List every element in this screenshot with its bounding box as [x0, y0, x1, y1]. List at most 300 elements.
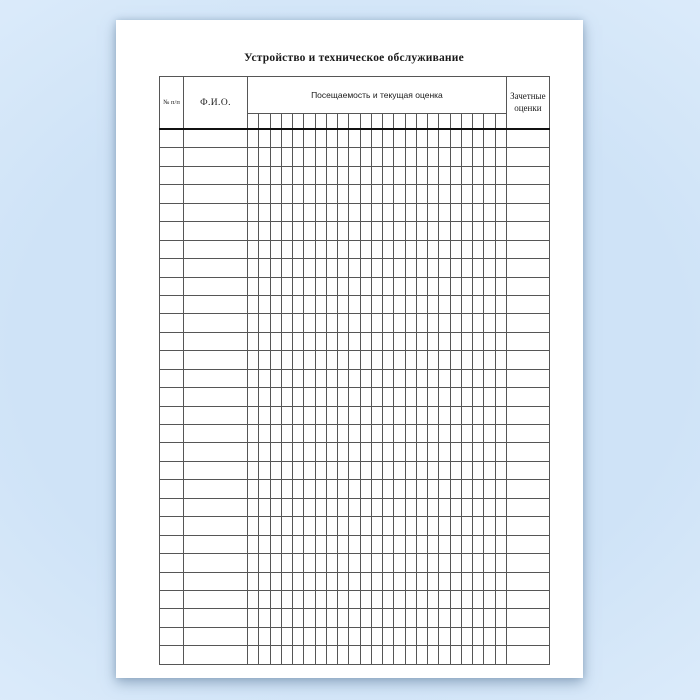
attendance-subcolumn-cell — [248, 114, 259, 130]
col-header-credit: Зачетные оценки — [506, 77, 549, 130]
grid-cell-attendance — [248, 240, 259, 258]
grid-cell-attendance — [315, 406, 326, 424]
grid-cell-attendance — [360, 185, 371, 203]
grid-cell-attendance — [416, 406, 427, 424]
grid-cell-attendance — [394, 166, 405, 184]
grid-cell-attendance — [484, 461, 495, 479]
grid-cell-attendance — [248, 590, 259, 608]
grid-cell-name — [184, 259, 248, 277]
grid-cell-attendance — [428, 203, 439, 221]
attendance-subcolumn-cell — [360, 114, 371, 130]
grid-cell-attendance — [371, 590, 382, 608]
grid-cell-attendance — [293, 369, 304, 387]
grid-cell-attendance — [259, 627, 270, 645]
grid-cell-attendance — [371, 609, 382, 627]
grid-cell-attendance — [259, 425, 270, 443]
grid-cell-attendance — [428, 369, 439, 387]
grid-cell-attendance — [349, 609, 360, 627]
grid-cell-attendance — [304, 517, 315, 535]
grid-cell-attendance — [293, 554, 304, 572]
grid-cell-attendance — [461, 259, 472, 277]
grid-cell-attendance — [338, 351, 349, 369]
grid-cell-attendance — [461, 443, 472, 461]
grid-cell-attendance — [450, 277, 461, 295]
grid-cell-attendance — [349, 535, 360, 553]
attendance-subcolumn-cell — [473, 114, 484, 130]
grid-cell-attendance — [338, 609, 349, 627]
grid-cell-attendance — [484, 443, 495, 461]
grid-cell-index — [160, 332, 184, 350]
grid-cell-attendance — [484, 314, 495, 332]
grid-cell-attendance — [248, 572, 259, 590]
grid-cell-attendance — [450, 185, 461, 203]
grid-cell-attendance — [248, 259, 259, 277]
grid-cell-attendance — [394, 406, 405, 424]
grid-cell-attendance — [416, 425, 427, 443]
grid-cell-attendance — [405, 314, 416, 332]
grid-cell-attendance — [428, 388, 439, 406]
table-row — [160, 314, 550, 332]
col-header-name: Ф.И.О. — [184, 77, 248, 130]
grid-cell-attendance — [338, 425, 349, 443]
grid-cell-attendance — [315, 627, 326, 645]
grid-cell-attendance — [383, 517, 394, 535]
grid-cell-attendance — [484, 148, 495, 166]
grid-cell-attendance — [461, 185, 472, 203]
grid-cell-attendance — [383, 369, 394, 387]
grid-cell-attendance — [338, 166, 349, 184]
grid-cell-attendance — [383, 277, 394, 295]
grid-cell-attendance — [270, 443, 281, 461]
grid-cell-attendance — [304, 314, 315, 332]
grid-cell-credit — [506, 535, 549, 553]
grid-cell-attendance — [416, 646, 427, 664]
grid-cell-attendance — [281, 332, 292, 350]
grid-cell-attendance — [281, 388, 292, 406]
grid-cell-name — [184, 406, 248, 424]
grid-cell-attendance — [248, 369, 259, 387]
grid-cell-name — [184, 222, 248, 240]
grid-cell-attendance — [293, 240, 304, 258]
grid-cell-name — [184, 461, 248, 479]
grid-cell-attendance — [293, 406, 304, 424]
grid-cell-attendance — [259, 332, 270, 350]
grid-cell-attendance — [371, 203, 382, 221]
grid-cell-attendance — [450, 332, 461, 350]
table-row — [160, 443, 550, 461]
grid-cell-attendance — [428, 259, 439, 277]
grid-cell-attendance — [349, 185, 360, 203]
grid-cell-attendance — [450, 314, 461, 332]
grid-cell-attendance — [405, 572, 416, 590]
grid-cell-attendance — [349, 148, 360, 166]
grid-cell-attendance — [349, 332, 360, 350]
table-row — [160, 148, 550, 166]
grid-cell-attendance — [450, 406, 461, 424]
grid-cell-attendance — [270, 461, 281, 479]
grid-cell-attendance — [428, 646, 439, 664]
grid-cell-attendance — [259, 461, 270, 479]
grid-cell-attendance — [315, 203, 326, 221]
grid-cell-attendance — [281, 406, 292, 424]
grid-cell-attendance — [270, 166, 281, 184]
grid-cell-attendance — [461, 406, 472, 424]
grid-cell-attendance — [461, 646, 472, 664]
grid-cell-attendance — [293, 129, 304, 148]
grid-cell-attendance — [484, 295, 495, 313]
grid-cell-attendance — [304, 148, 315, 166]
grid-cell-attendance — [461, 425, 472, 443]
grid-cell-attendance — [383, 314, 394, 332]
grid-cell-attendance — [259, 203, 270, 221]
grid-cell-attendance — [293, 166, 304, 184]
table-row — [160, 406, 550, 424]
grid-cell-attendance — [461, 627, 472, 645]
grid-cell-attendance — [461, 295, 472, 313]
grid-cell-name — [184, 203, 248, 221]
grid-cell-attendance — [439, 166, 450, 184]
grid-cell-attendance — [439, 222, 450, 240]
grid-cell-attendance — [338, 314, 349, 332]
table-row — [160, 222, 550, 240]
grid-cell-attendance — [416, 240, 427, 258]
grid-cell-attendance — [428, 572, 439, 590]
grid-cell-credit — [506, 148, 549, 166]
grid-cell-attendance — [270, 332, 281, 350]
grid-cell-attendance — [326, 535, 337, 553]
grid-cell-attendance — [281, 295, 292, 313]
grid-cell-attendance — [484, 351, 495, 369]
grid-cell-attendance — [270, 609, 281, 627]
grid-cell-attendance — [383, 590, 394, 608]
grid-cell-attendance — [495, 498, 506, 516]
grid-cell-credit — [506, 461, 549, 479]
grid-cell-attendance — [338, 203, 349, 221]
grid-cell-attendance — [248, 498, 259, 516]
grid-cell-attendance — [248, 406, 259, 424]
grid-cell-attendance — [371, 148, 382, 166]
grid-cell-attendance — [383, 406, 394, 424]
grid-cell-attendance — [315, 646, 326, 664]
grid-cell-attendance — [473, 148, 484, 166]
grid-cell-attendance — [360, 240, 371, 258]
grid-cell-attendance — [383, 295, 394, 313]
grid-cell-credit — [506, 609, 549, 627]
grid-cell-attendance — [259, 406, 270, 424]
grid-cell-attendance — [326, 203, 337, 221]
grid-cell-attendance — [270, 535, 281, 553]
grid-cell-attendance — [259, 609, 270, 627]
grid-cell-attendance — [326, 314, 337, 332]
grid-cell-credit — [506, 314, 549, 332]
grid-cell-attendance — [304, 369, 315, 387]
grid-cell-name — [184, 572, 248, 590]
grid-cell-attendance — [383, 148, 394, 166]
grid-cell-name — [184, 388, 248, 406]
grid-cell-attendance — [428, 554, 439, 572]
grid-cell-name — [184, 240, 248, 258]
grid-cell-attendance — [495, 627, 506, 645]
grid-cell-attendance — [495, 129, 506, 148]
grid-cell-attendance — [338, 332, 349, 350]
grid-cell-attendance — [495, 517, 506, 535]
grid-cell-name — [184, 498, 248, 516]
grid-cell-attendance — [371, 277, 382, 295]
grid-cell-attendance — [315, 535, 326, 553]
grid-cell-attendance — [371, 425, 382, 443]
grid-cell-attendance — [281, 443, 292, 461]
table-row — [160, 572, 550, 590]
grid-cell-attendance — [428, 129, 439, 148]
grid-cell-attendance — [416, 314, 427, 332]
grid-cell-attendance — [371, 388, 382, 406]
grid-cell-attendance — [304, 461, 315, 479]
table-row — [160, 129, 550, 148]
grid-cell-attendance — [315, 609, 326, 627]
grid-cell-attendance — [439, 425, 450, 443]
grid-cell-attendance — [248, 148, 259, 166]
grid-cell-attendance — [428, 166, 439, 184]
grid-cell-attendance — [360, 222, 371, 240]
table-row — [160, 498, 550, 516]
grid-cell-attendance — [281, 203, 292, 221]
grid-cell-attendance — [360, 406, 371, 424]
grid-cell-attendance — [371, 627, 382, 645]
grid-cell-attendance — [450, 646, 461, 664]
grid-cell-attendance — [484, 554, 495, 572]
grid-cell-attendance — [281, 554, 292, 572]
grid-cell-attendance — [248, 646, 259, 664]
grid-cell-attendance — [484, 185, 495, 203]
table-row — [160, 535, 550, 553]
grid-cell-attendance — [484, 222, 495, 240]
grid-cell-attendance — [315, 480, 326, 498]
grid-cell-attendance — [315, 351, 326, 369]
grid-cell-attendance — [383, 627, 394, 645]
grid-cell-attendance — [315, 295, 326, 313]
grid-cell-index — [160, 517, 184, 535]
grid-cell-attendance — [360, 627, 371, 645]
grid-cell-attendance — [450, 369, 461, 387]
grid-cell-attendance — [394, 295, 405, 313]
grid-cell-attendance — [473, 554, 484, 572]
attendance-subcolumn-cell — [270, 114, 281, 130]
grid-cell-attendance — [281, 572, 292, 590]
col-header-index: № п/п — [160, 77, 184, 130]
grid-cell-attendance — [405, 203, 416, 221]
grid-cell-credit — [506, 166, 549, 184]
grid-cell-credit — [506, 498, 549, 516]
grid-cell-attendance — [439, 406, 450, 424]
grid-cell-attendance — [450, 461, 461, 479]
grid-cell-attendance — [304, 332, 315, 350]
grid-cell-attendance — [450, 554, 461, 572]
grid-cell-attendance — [428, 590, 439, 608]
grid-cell-attendance — [270, 295, 281, 313]
grid-cell-attendance — [484, 277, 495, 295]
grid-cell-index — [160, 369, 184, 387]
attendance-subcolumn-cell — [428, 114, 439, 130]
grid-cell-attendance — [248, 351, 259, 369]
grid-cell-attendance — [495, 590, 506, 608]
grid-cell-name — [184, 129, 248, 148]
grid-cell-credit — [506, 627, 549, 645]
grid-cell-attendance — [349, 203, 360, 221]
grid-cell-name — [184, 646, 248, 664]
grid-cell-attendance — [349, 388, 360, 406]
grid-cell-attendance — [360, 554, 371, 572]
attendance-subcolumn-cell — [383, 114, 394, 130]
grid-cell-attendance — [450, 609, 461, 627]
grid-cell-attendance — [315, 572, 326, 590]
grid-cell-attendance — [473, 646, 484, 664]
grid-cell-attendance — [304, 259, 315, 277]
grid-cell-attendance — [259, 646, 270, 664]
grid-cell-name — [184, 425, 248, 443]
grid-cell-attendance — [495, 554, 506, 572]
grid-cell-attendance — [461, 554, 472, 572]
grid-cell-attendance — [259, 535, 270, 553]
grid-cell-attendance — [461, 369, 472, 387]
table-row — [160, 517, 550, 535]
grid-cell-attendance — [360, 461, 371, 479]
grid-cell-attendance — [439, 277, 450, 295]
grid-cell-attendance — [326, 443, 337, 461]
grid-cell-index — [160, 461, 184, 479]
grid-cell-attendance — [405, 627, 416, 645]
grid-cell-attendance — [259, 498, 270, 516]
grid-cell-attendance — [495, 222, 506, 240]
grid-cell-attendance — [326, 240, 337, 258]
grid-cell-attendance — [473, 461, 484, 479]
grid-cell-attendance — [383, 129, 394, 148]
grid-cell-attendance — [394, 388, 405, 406]
grid-cell-attendance — [349, 443, 360, 461]
grid-cell-attendance — [349, 222, 360, 240]
attendance-subcolumn-cell — [304, 114, 315, 130]
grid-cell-attendance — [428, 535, 439, 553]
grid-cell-index — [160, 240, 184, 258]
grid-cell-attendance — [484, 590, 495, 608]
grid-cell-attendance — [428, 222, 439, 240]
grid-cell-attendance — [349, 295, 360, 313]
grid-cell-attendance — [383, 609, 394, 627]
grid-cell-attendance — [416, 129, 427, 148]
grid-cell-attendance — [326, 166, 337, 184]
grid-cell-attendance — [473, 517, 484, 535]
grid-cell-attendance — [281, 590, 292, 608]
grid-cell-name — [184, 517, 248, 535]
grid-cell-attendance — [293, 443, 304, 461]
grid-cell-attendance — [360, 535, 371, 553]
grid-cell-attendance — [394, 609, 405, 627]
grid-cell-attendance — [461, 314, 472, 332]
grid-cell-attendance — [416, 461, 427, 479]
grid-cell-attendance — [293, 517, 304, 535]
grid-cell-attendance — [394, 461, 405, 479]
grid-cell-attendance — [450, 351, 461, 369]
table-row — [160, 646, 550, 664]
grid-cell-attendance — [439, 314, 450, 332]
grid-cell-attendance — [428, 240, 439, 258]
grid-cell-attendance — [338, 222, 349, 240]
grid-cell-attendance — [360, 498, 371, 516]
grid-cell-attendance — [405, 406, 416, 424]
grid-cell-attendance — [281, 646, 292, 664]
grid-cell-attendance — [371, 351, 382, 369]
grid-cell-credit — [506, 369, 549, 387]
grid-cell-attendance — [450, 535, 461, 553]
grid-cell-attendance — [259, 259, 270, 277]
table-row — [160, 609, 550, 627]
grid-cell-attendance — [304, 185, 315, 203]
grid-cell-attendance — [405, 129, 416, 148]
grid-cell-attendance — [293, 277, 304, 295]
grid-cell-attendance — [495, 572, 506, 590]
grid-cell-attendance — [439, 129, 450, 148]
grid-cell-name — [184, 480, 248, 498]
grid-cell-attendance — [383, 480, 394, 498]
grid-cell-attendance — [248, 203, 259, 221]
grid-cell-attendance — [326, 498, 337, 516]
grid-cell-credit — [506, 646, 549, 664]
attendance-subcolumn-cell — [495, 114, 506, 130]
grid-cell-attendance — [405, 517, 416, 535]
grid-cell-attendance — [484, 388, 495, 406]
grid-cell-credit — [506, 185, 549, 203]
grid-cell-attendance — [416, 277, 427, 295]
grid-cell-attendance — [428, 627, 439, 645]
grid-cell-attendance — [416, 166, 427, 184]
grid-cell-attendance — [371, 406, 382, 424]
grid-cell-attendance — [371, 498, 382, 516]
grid-cell-attendance — [473, 572, 484, 590]
grid-cell-attendance — [495, 443, 506, 461]
grid-cell-attendance — [473, 406, 484, 424]
grid-cell-attendance — [439, 369, 450, 387]
grid-cell-attendance — [293, 222, 304, 240]
grid-cell-attendance — [304, 203, 315, 221]
grid-cell-attendance — [304, 425, 315, 443]
grid-cell-attendance — [338, 498, 349, 516]
grid-cell-attendance — [349, 129, 360, 148]
grid-cell-attendance — [349, 240, 360, 258]
grid-cell-attendance — [315, 443, 326, 461]
grid-cell-attendance — [394, 572, 405, 590]
grid-cell-attendance — [270, 590, 281, 608]
grid-cell-attendance — [315, 259, 326, 277]
grid-cell-attendance — [405, 461, 416, 479]
grid-cell-attendance — [394, 535, 405, 553]
grid-cell-attendance — [394, 425, 405, 443]
grid-cell-attendance — [326, 480, 337, 498]
grid-cell-attendance — [281, 627, 292, 645]
grid-cell-attendance — [338, 443, 349, 461]
grid-cell-attendance — [304, 590, 315, 608]
grid-cell-attendance — [281, 148, 292, 166]
grid-cell-attendance — [405, 166, 416, 184]
attendance-subcolumn-cell — [484, 114, 495, 130]
grid-cell-attendance — [405, 351, 416, 369]
grid-cell-attendance — [416, 609, 427, 627]
grid-cell-attendance — [394, 259, 405, 277]
grid-cell-attendance — [383, 351, 394, 369]
grid-cell-index — [160, 295, 184, 313]
grid-cell-attendance — [394, 314, 405, 332]
grid-cell-attendance — [293, 388, 304, 406]
grid-cell-attendance — [281, 259, 292, 277]
grid-cell-attendance — [405, 295, 416, 313]
